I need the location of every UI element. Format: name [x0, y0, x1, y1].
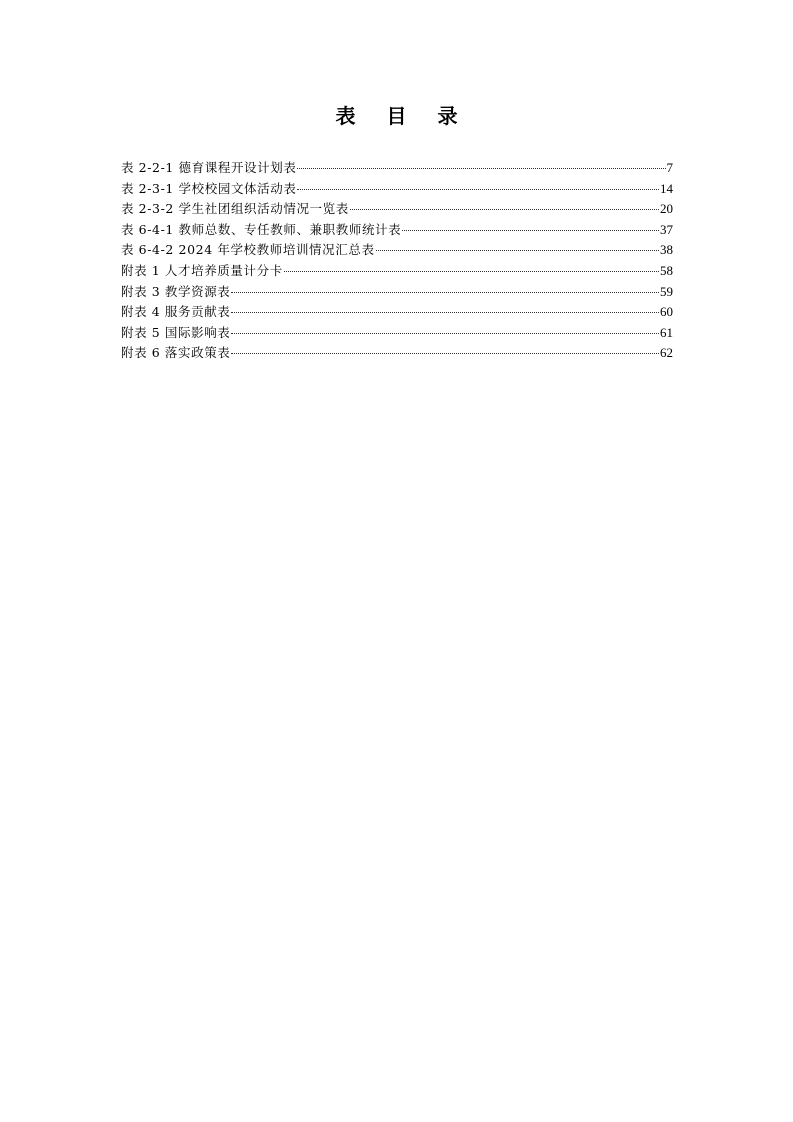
toc-entry-page: 61	[660, 324, 673, 340]
toc-entry-page: 59	[660, 283, 673, 299]
toc-entry-label: 表 6-4-1 教师总数、专任教师、兼职教师统计表	[121, 221, 402, 237]
toc-entry-label: 表 6-4-2 2024 年学校教师培训情况汇总表	[121, 242, 375, 258]
toc-entry-label: 表 2-3-2 学生社团组织活动情况一览表	[121, 201, 349, 217]
toc-entry[interactable]	[121, 199, 673, 220]
toc-entry[interactable]	[121, 158, 673, 179]
toc-entry-label: 表 2-3-1 学校校园文体活动表	[121, 180, 297, 196]
toc-entry[interactable]	[121, 240, 673, 261]
toc-entry-page: 60	[660, 304, 673, 320]
toc-entry-page: 38	[660, 242, 673, 258]
toc-entry-label: 附表 5 国际影响表	[121, 324, 231, 340]
toc-entry[interactable]	[121, 282, 673, 303]
toc-entry-page: 20	[660, 201, 673, 217]
toc-entry[interactable]	[121, 302, 673, 323]
toc-entry-label: 表 2-2-1 德育课程开设计划表	[121, 160, 297, 175]
dot-leader	[284, 271, 659, 272]
toc-entry[interactable]	[121, 179, 673, 200]
toc-entry[interactable]	[121, 343, 673, 364]
dot-leader	[297, 189, 659, 190]
dot-leader	[376, 250, 659, 251]
toc-entry-page: 37	[660, 221, 673, 237]
toc-entry-label: 附表 1 人才培养质量计分卡	[121, 262, 283, 278]
dot-leader	[231, 312, 659, 313]
toc-entry-label: 附表 3 教学资源表	[121, 283, 231, 299]
dot-leader	[350, 209, 659, 210]
toc-entry-page: 58	[660, 262, 673, 278]
toc-entry-label: 附表 4 服务贡献表	[121, 304, 231, 320]
page-title: 表 目 录	[335, 104, 470, 128]
toc-entry[interactable]	[121, 261, 673, 282]
dot-leader	[402, 230, 659, 231]
toc-entry-page: 7	[666, 160, 673, 175]
toc-entry-page: 14	[660, 180, 673, 196]
table-of-tables-list	[121, 158, 673, 364]
toc-entry-label: 附表 6 落实政策表	[121, 345, 231, 361]
dot-leader	[231, 292, 659, 293]
dot-leader	[297, 168, 665, 169]
toc-entry[interactable]	[121, 323, 673, 344]
toc-entry[interactable]	[121, 220, 673, 241]
toc-entry-page: 62	[660, 345, 673, 361]
dot-leader	[231, 353, 659, 354]
dot-leader	[231, 333, 659, 334]
